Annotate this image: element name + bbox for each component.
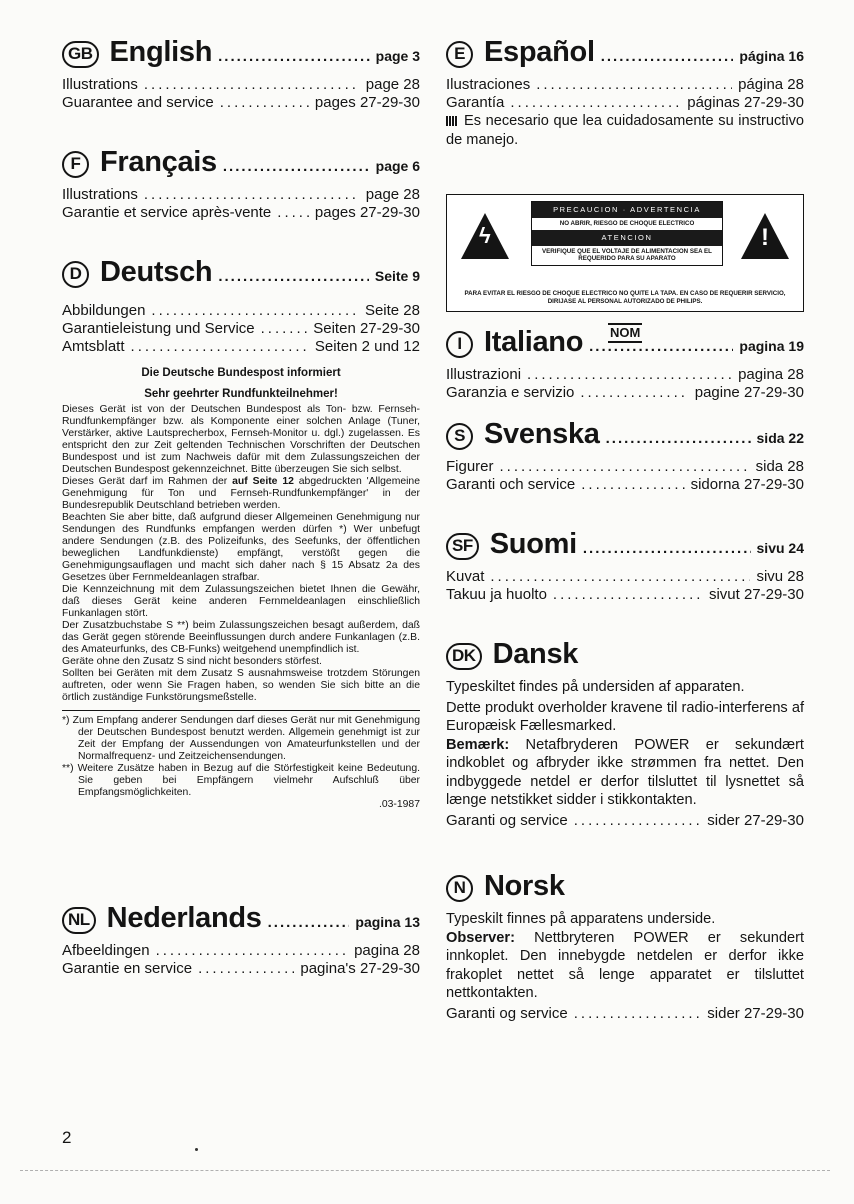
section-heading [62,256,420,296]
section-heading [446,418,804,458]
language-code-badge: I [446,331,473,358]
page-reference: sida 22 [756,430,804,446]
section-heading [62,36,420,76]
toc-label: Amtsblatt [62,338,125,355]
section-espanol [446,36,804,340]
scan-speck [195,1148,198,1151]
toc-value: páginas 27-29-30 [687,94,804,111]
toc-row [62,338,420,356]
footnote-date: .03-1987 [378,799,420,810]
page-reference: sivu 24 [756,540,804,556]
toc-label: Abbildungen [62,302,146,319]
bundespost-paragraph: Sollten bei Geräten mit dem Zusatz S ausnahmsweise trotzdem Störungen auftreten, oder wenn Sie Fragen haben, so wenden Sie sich bitte an die örtlich zuständige Funkstörungsmeßstelle. [62,668,420,703]
toc-label: Garantieleistung und Service [62,320,255,337]
toc-value: page 28 [365,186,420,203]
book-icon [446,116,458,126]
language-title: Deutsch [100,256,213,288]
footnote: **) Weitere Zusätze haben in Bezug auf die Störfestigkeit keine Bedeutung. Sie geben bei Empfängern vielmehr Aufschluß über Empfangsmöglichkeiten. [62,763,420,798]
language-title: Español [484,36,595,68]
toc-label: Garanti og service [446,1004,568,1022]
toc-row [446,586,804,604]
toc-value: pages 27-29-30 [314,94,420,111]
toc-row [446,458,804,476]
toc-value: page 28 [365,76,420,93]
toc-label: Garanzia e servizio [446,384,575,401]
footnote-divider [62,710,420,711]
toc-label: Garantie et service après-vente [62,204,272,221]
section-suomi [446,528,804,604]
dansk-notice: Bemærk: Netafbryderen POWER er sekundært indkoblet og afbryder ikke strømmen fra nettet. Den indbyggede netdel er derfor tilsluttet til lysnettet så længe netstikket sidder i stikkontakten. [446,736,804,808]
language-title: Nederlands [106,902,262,934]
toc-row [62,204,420,222]
toc-value: pages 27-29-30 [314,204,420,221]
page-reference: page 6 [375,158,420,174]
warning-no-abrir: NO ABRIR, RIESGO DE CHOQUE ELECTRICO [532,218,722,230]
language-code-badge: NL [62,907,96,934]
exclamation-warning-icon: ! [741,213,789,259]
section-english [62,36,420,112]
toc-row [446,76,804,94]
language-code-badge: D [62,261,89,288]
leader-dots [589,338,733,355]
toc-label: Garanti och service [446,476,576,493]
bundespost-paragraph: Geräte ohne den Zusatz S sind nicht besonders störfest. [62,656,322,667]
toc-label: Figurer [446,458,494,475]
bundespost-greeting: Sehr geehrter Rundfunkteilnehmer! [144,388,338,400]
toc-label: Afbeeldingen [62,942,150,959]
language-code-badge: N [446,875,473,902]
toc-value: sivut 27-29-30 [708,586,804,603]
toc-row [446,384,804,402]
leader-dots [606,430,751,447]
page-reference: página 16 [739,48,804,64]
section-nederlands [62,902,420,978]
page-reference: page 3 [375,48,420,64]
electric-shock-warning-label [446,194,804,312]
toc-value: Seite 28 [364,302,420,319]
section-italiano [446,326,804,402]
language-title: English [109,36,213,68]
section-deutsch [62,256,420,811]
language-code-badge: S [446,423,473,450]
language-title: Suomi [489,528,577,560]
dansk-typeskilt: Typeskiltet findes på undersiden af apparaten. [446,679,745,695]
section-heading [446,528,804,568]
warning-atencion: ATENCION [532,230,722,246]
language-code-badge: SF [446,533,479,560]
toc-row [62,186,420,204]
page-reference: pagina 13 [355,914,420,930]
leader-dots [218,48,370,65]
language-title: Italiano [484,326,584,358]
toc-value: página 28 [738,76,804,93]
language-code-badge: E [446,41,473,68]
toc-value: sida 28 [755,458,804,475]
toc-label: Ilustraciones [446,76,531,93]
toc-row [446,568,804,586]
toc-value: sider 27-29-30 [707,811,804,829]
section-heading [62,902,420,942]
toc-row [446,366,804,384]
section-svenska [446,418,804,494]
warning-precaucion: PRECAUCION · ADVERTENCIA [532,202,722,218]
language-title: Svenska [484,418,600,450]
toc-label: Takuu ja huolto [446,586,547,603]
lightning-warning-icon: ϟ [461,213,509,259]
leader-dots [223,158,370,175]
toc-value: pagine 27-29-30 [694,384,804,401]
leader-dots [601,48,734,65]
leader-dots [583,540,751,557]
warning-bottom-text: PARA EVITAR EL RIESGO DE CHOQUE ELECTRICO NO QUITE LA TAPA. EN CASO DE REQUERIR SERVICIO, DIRIJASE AL PERSONAL AUTORIZADO DE PHILIPS. [464,290,786,305]
toc-row [446,1005,804,1023]
section-dansk [446,638,804,830]
toc-row [62,942,420,960]
toc-row [62,960,420,978]
dansk-interference: Dette produkt overholder kravene til radio-interferens af Europæisk Fællesmarked. [446,699,804,734]
toc-value: pagina's 27-29-30 [300,960,420,977]
nom-mark: NOM [608,323,642,343]
section-heading [446,326,804,366]
footnote: *) Zum Empfang anderer Sendungen darf dieses Gerät nur mit Genehmigung der Deutschen Bundespost benutzt werden. Allgemein genehmigt ist zur Zeit der Empfang der Aussendungen von Amateurfunkstellen und der Normalfrequenz- und Zeitzeichensendungen. [62,715,420,762]
toc-value: Seiten 27-29-30 [313,320,420,337]
section-heading [62,146,420,186]
bundespost-title: Die Deutsche Bundespost informiert [141,367,341,379]
bundespost-paragraph: Die Kennzeichnung mit dem Zulassungszeichen bietet Ihnen die Gewähr, daß dieses Gerät keine anderen Fernmeldeanlagen einschließlich Funkanlagen stört. [62,584,420,619]
leader-dots [218,268,369,285]
toc-label: Illustrations [62,76,138,93]
toc-label: Illustrations [62,186,138,203]
toc-label: Garantie en service [62,960,193,977]
bundespost-paragraph: Beachten Sie aber bitte, daß aufgrund dieser Allgemeinen Genehmigung nur Sendungen des Rundfunks empfangen werden dürfen *) Wer unbefugt andere Sendungen (z.B. des Polizeifunks, des Seefunks, der öffentlichen beweglichen Landfunkdienste) empfängt, verstößt gegen die Genehmigungsauflagen und macht sich daher nach § 15 Absatz 2a des Gesetzes über Fernmeldeanlagen strafbar. [62,512,420,583]
toc-row [446,476,804,494]
warning-verifique: VERIFIQUE QUE EL VOLTAJE DE ALIMENTACION SEA EL REQUERIDO PARA SU APARATO [532,246,722,265]
toc-row [62,320,420,338]
warning-center-box [531,201,723,266]
toc-value: pagina 28 [738,366,804,383]
language-code-badge: GB [62,41,99,68]
toc-label: Guarantee and service [62,94,214,111]
page-number: 2 [62,1128,72,1147]
toc-value: sivu 28 [756,568,804,585]
toc-value: sider 27-29-30 [707,1004,804,1022]
language-title: Dansk [492,638,579,670]
toc-label: Kuvat [446,568,485,585]
toc-label: Garanti og service [446,811,568,829]
language-title: Norsk [484,870,565,902]
toc-row [62,76,420,94]
bundespost-paragraph: Der Zusatzbuchstabe S **) beim Zulassungszeichen besagt außerdem, daß das Gerät gegen störende Beeinflussungen durch andere Funkanlagen (z.B. des Amateurfunks, des CB-Funks) weitgehend unempfindlich ist. [62,620,420,655]
toc-value: pagina 28 [354,942,420,959]
toc-row [446,94,804,112]
norsk-notice: Observer: Nettbryteren POWER er sekundert innkoplet. Den innebygde netdelen er derfor ikke frakoplet nettet så lenge apparatet er tilsluttet nettkontakten. [446,929,804,1001]
toc-label: Garantía [446,94,505,111]
toc-row [62,94,420,112]
section-norsk [446,870,804,1023]
toc-value: Seiten 2 und 12 [314,338,420,355]
section-heading [446,638,804,678]
bundespost-paragraph: Dieses Gerät ist von der Deutschen Bundespost als Ton- bzw. Fernseh-Rundfunkempfänger bzw. als Komponente einer solchen Anlage (Tuner, Verstärker, aktive Lautsprecherbox, Fernseh-Monitor u. dgl.) zugelassen. Es entspricht den zur Zeit geltenden Technischen Vorschriften der Deutschen Bundespost und ist zum Nachweis dafür mit dem Zulassungszeichen der Deutschen Bundespost gekennzeichnet. Bitte überzeugen Sie sich selbst. [62,404,420,475]
language-code-badge: DK [446,643,482,670]
scan-edge-line [20,1170,830,1171]
manual-note: Es necesario que lea cuidadosamente su instructivo de manejo. [446,113,804,148]
page-reference: Seite 9 [374,268,420,284]
language-title: Français [100,146,217,178]
toc-value: sidorna 27-29-30 [690,476,804,493]
bundespost-paragraph: Dieses Gerät darf im Rahmen der auf Seite 12 abgedruckten 'Allgemeine Genehmigung für Ton und Fernseh-Rundfunkempfänger' in der Bundesrepublik Deutschland betrieben werden. [62,476,420,511]
toc-row [62,302,420,320]
leader-dots [268,914,350,931]
toc-label: Illustrazioni [446,366,522,383]
norsk-typeskilt: Typeskilt finnes på apparatens underside. [446,911,716,927]
language-code-badge: F [62,151,89,178]
section-heading [446,36,804,76]
section-heading [446,870,804,910]
section-francais [62,146,420,222]
page-reference: pagina 19 [739,338,804,354]
toc-row [446,812,804,830]
